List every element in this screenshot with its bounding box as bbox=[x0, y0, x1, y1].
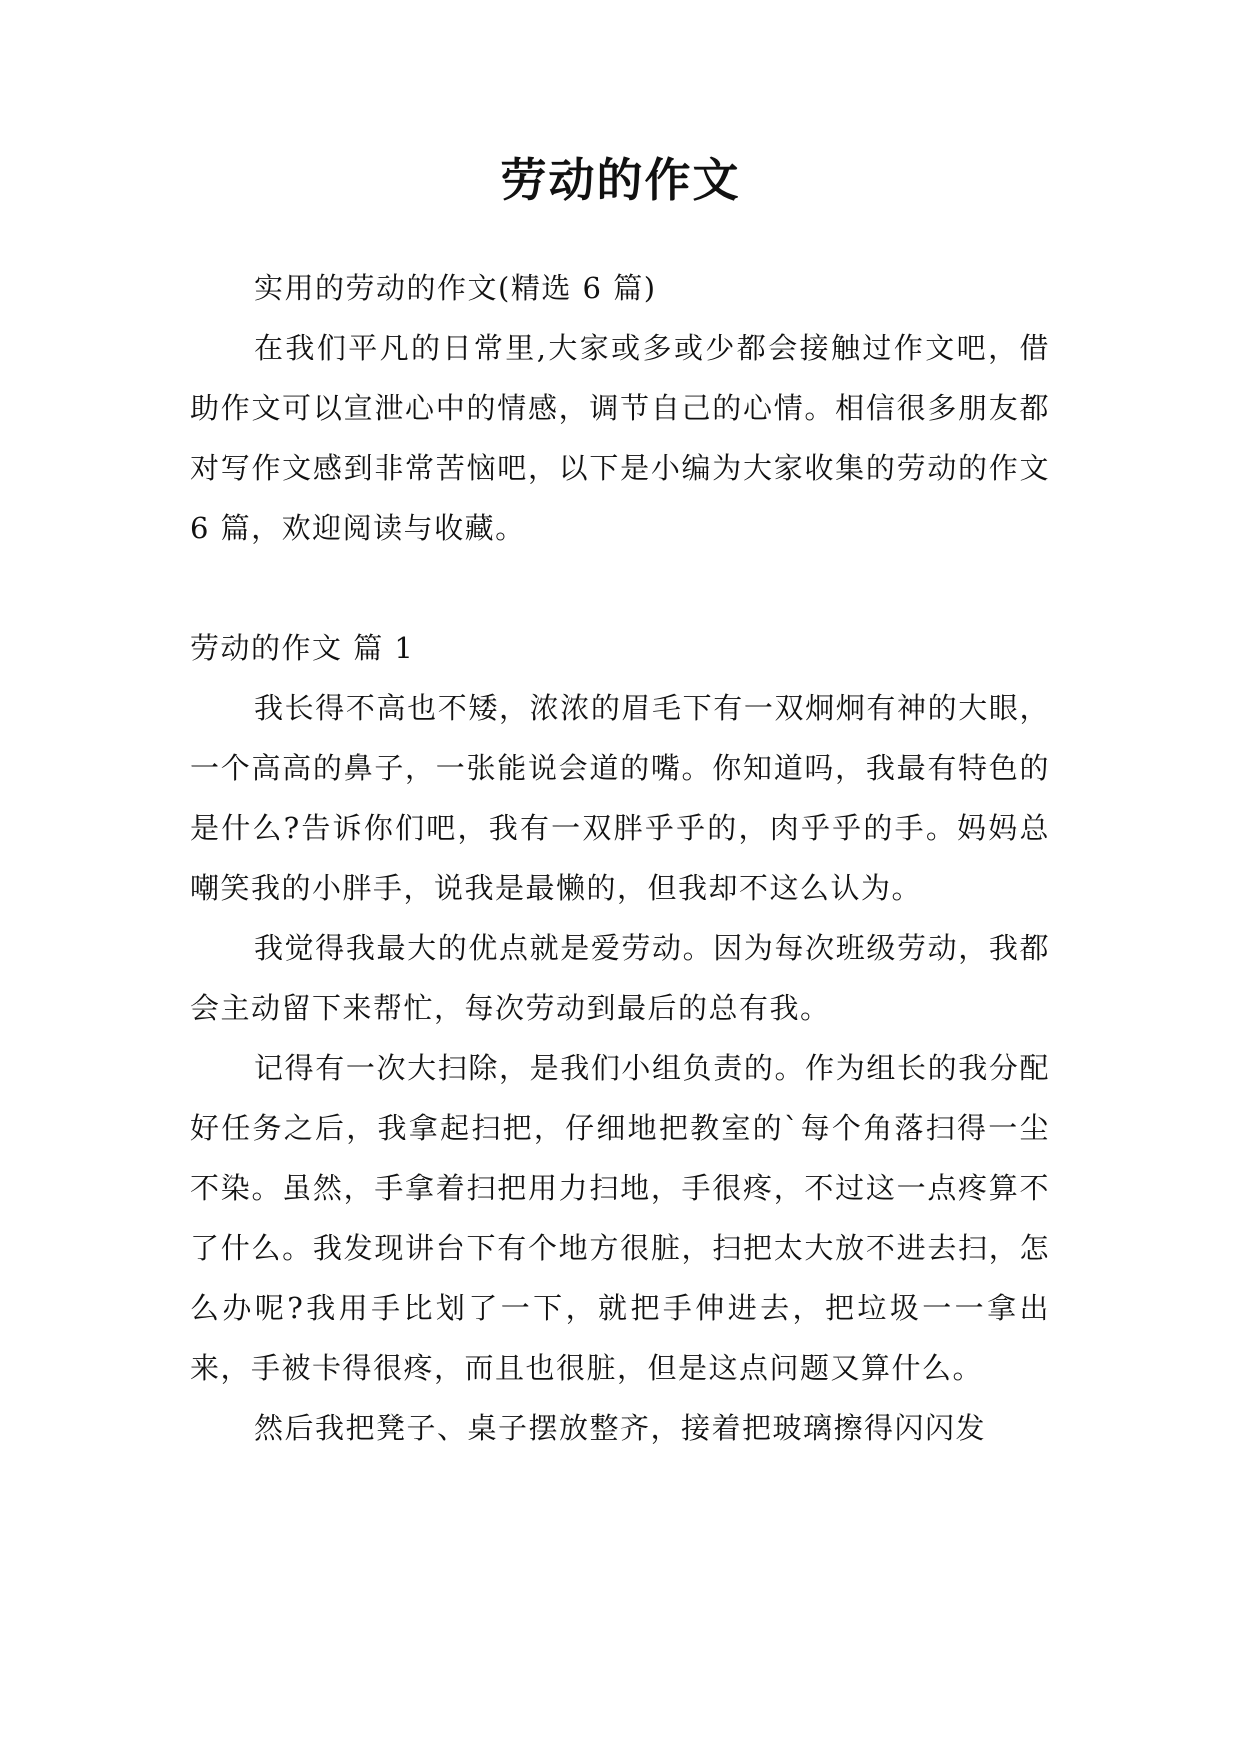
body-paragraph-1: 我长得不高也不矮，浓浓的眉毛下有一双炯炯有神的大眼，一个高高的鼻子，一张能说会道的嘴。你知道吗，我最有特色的是什么?告诉你们吧，我有一双胖乎乎的，肉乎乎的手。妈妈总嘲笑我的小胖手，说我是最懒的，但我却不这么认为。 bbox=[190, 691, 1050, 905]
body-paragraph-3: 记得有一次大扫除，是我们小组负责的。作为组长的我分配好任务之后，我拿起扫把，仔细地把教室的`每个角落扫得一尘不染。虽然，手拿着扫把用力扫地，手很疼，不过这一点疼算不了什么。我发现讲台下有个地方很脏，扫把太大放不进去扫，怎么办呢?我用手比划了一下，就把手伸进去，把垃圾一一拿出来，手被卡得很疼，而且也很脏，但是这点问题又算什么。 bbox=[190, 1051, 1050, 1385]
body-paragraph-4: 然后我把凳子、桌子摆放整齐，接着把玻璃擦得闪闪发 bbox=[254, 1411, 987, 1445]
body-paragraph-2: 我觉得我最大的优点就是爱劳动。因为每次班级劳动，我都会主动留下来帮忙，每次劳动到最后的总有我。 bbox=[190, 931, 1050, 1025]
intro-paragraph: 在我们平凡的日常里,大家或多或少都会接触过作文吧，借助作文可以宣泄心中的情感，调节自己的心情。相信很多朋友都对写作文感到非常苦恼吧，以下是小编为大家收集的劳动的作文 6 篇，欢迎阅读与收藏。 bbox=[190, 331, 1050, 545]
document-body bbox=[190, 258, 1050, 1458]
section-heading: 劳动的作文 篇 1 bbox=[190, 631, 415, 665]
document-subtitle: 实用的劳动的作文(精选 6 篇) bbox=[254, 271, 657, 305]
document-title: 劳动的作文 bbox=[500, 153, 741, 207]
